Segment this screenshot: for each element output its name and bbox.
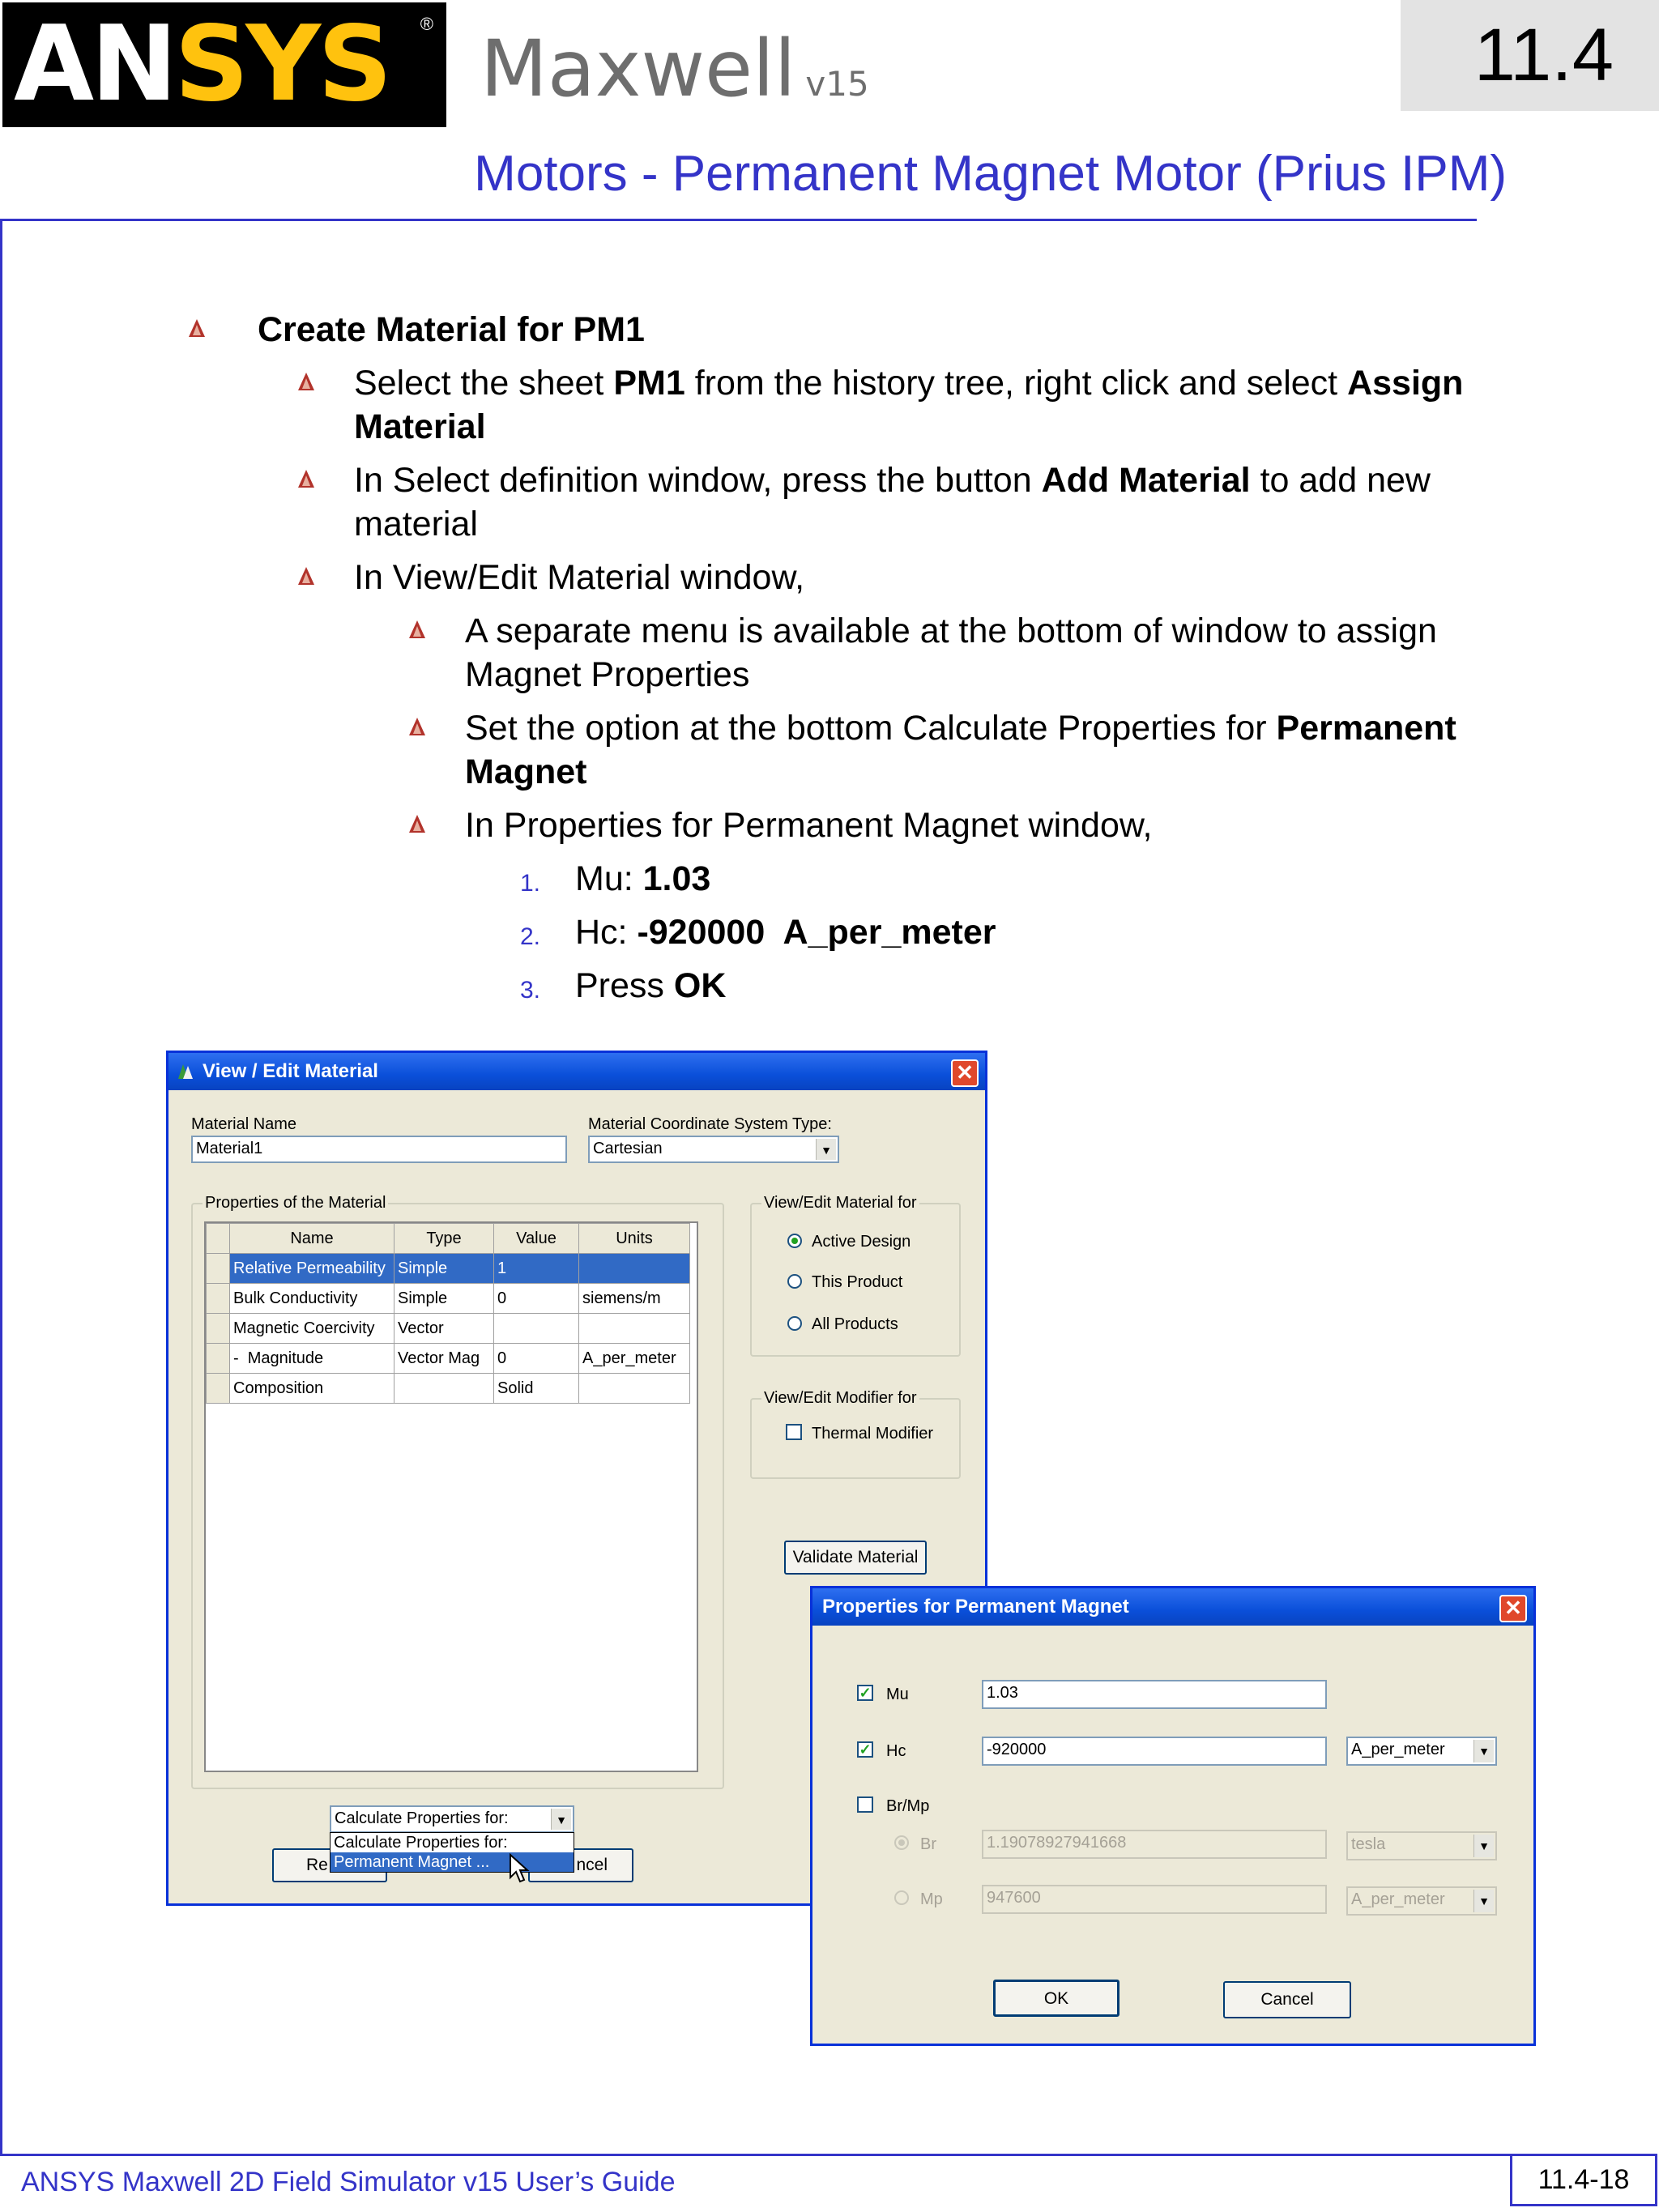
- page-number: 11.4-18: [1510, 2154, 1657, 2206]
- table-row[interactable]: [207, 1344, 690, 1374]
- cell-units[interactable]: [579, 1254, 690, 1284]
- ok-button[interactable]: OK: [993, 1980, 1120, 2017]
- header-rule: [0, 219, 1477, 221]
- cell-units[interactable]: [579, 1374, 690, 1404]
- bullet-select-sheet: Select the sheet PM1 from the history tree, right click and select Assign: [354, 361, 1463, 405]
- column-header-value[interactable]: Value: [494, 1224, 579, 1254]
- cell-value[interactable]: 0: [494, 1344, 579, 1374]
- row-header[interactable]: [207, 1314, 230, 1344]
- radio-this-product-label: This Product: [812, 1273, 903, 1291]
- radio-all-products[interactable]: [787, 1316, 802, 1331]
- mu-label: Mu: [886, 1686, 909, 1703]
- table-row[interactable]: [207, 1254, 690, 1284]
- properties-group-label: Properties of the Material: [203, 1193, 388, 1213]
- cell-value[interactable]: 1: [494, 1254, 579, 1284]
- coord-system-label: Material Coordinate System Type:: [588, 1115, 832, 1133]
- chevron-down-icon: ▼: [1473, 1835, 1494, 1857]
- column-header-type[interactable]: Type: [394, 1224, 494, 1254]
- logo-wordmark: ANSYS: [14, 4, 390, 125]
- mu-checkbox[interactable]: ✓: [857, 1685, 873, 1701]
- product-name: Maxwell v15: [480, 23, 869, 114]
- left-rule: [0, 219, 2, 2154]
- cell-type[interactable]: Vector: [394, 1314, 494, 1344]
- br-radio[interactable]: [894, 1835, 909, 1850]
- cell-name[interactable]: Magnetic Coercivity: [230, 1314, 394, 1344]
- footer-guide-title: ANSYS Maxwell 2D Field Simulator v15 User’s Guide: [21, 2167, 676, 2197]
- ansys-logo: [2, 2, 446, 127]
- hc-input[interactable]: -920000: [982, 1737, 1327, 1766]
- mp-label: Mp: [920, 1890, 943, 1908]
- numbered-item-hc: 2. Hc: -920000 A_per_meter: [520, 913, 996, 952]
- cell-type[interactable]: Vector Mag: [394, 1344, 494, 1374]
- numbered-item-ok: 3. Press OK: [520, 966, 727, 1005]
- coord-system-select[interactable]: Cartesian ▼: [588, 1136, 839, 1163]
- bullet-triangle-icon: [408, 813, 426, 834]
- registered-mark: ®: [420, 14, 433, 34]
- pm-properties-window: [810, 1586, 1536, 2046]
- cell-type[interactable]: Simple: [394, 1284, 494, 1314]
- radio-all-products-label: All Products: [812, 1315, 898, 1333]
- close-icon[interactable]: ✕: [951, 1059, 979, 1087]
- hc-label: Hc: [886, 1742, 906, 1760]
- bullet-set-option-cont: Magnet: [465, 752, 587, 791]
- cancel-button-partial[interactable]: ncel: [528, 1848, 633, 1882]
- bullet-set-option: Set the option at the bottom Calculate Properties for Permanent: [465, 706, 1456, 750]
- thermal-modifier-label: Thermal Modifier: [812, 1425, 934, 1443]
- cancel-button[interactable]: Cancel: [1223, 1981, 1351, 2018]
- hc-units-select[interactable]: A_per_meter ▼: [1346, 1737, 1497, 1766]
- material-name-input[interactable]: Material1: [191, 1136, 567, 1163]
- calculate-properties-dropdown: [330, 1832, 574, 1873]
- bullet-triangle-icon: [297, 565, 315, 586]
- bullet-pm-window: In Properties for Permanent Magnet window,: [465, 803, 1153, 847]
- dropdown-option-permanent-magnet[interactable]: Permanent Magnet ...: [331, 1852, 574, 1872]
- br-units-select[interactable]: tesla ▼: [1346, 1831, 1497, 1860]
- section-number: 11.4: [1473, 14, 1614, 96]
- table-row[interactable]: [207, 1314, 690, 1344]
- section-number-box: [1401, 0, 1659, 111]
- cell-name[interactable]: Composition: [230, 1374, 394, 1404]
- thermal-modifier-checkbox[interactable]: [786, 1424, 802, 1440]
- hc-checkbox[interactable]: ✓: [857, 1741, 873, 1758]
- reset-button[interactable]: Re: [272, 1848, 387, 1882]
- chevron-down-icon: ▼: [1473, 1890, 1494, 1912]
- chevron-down-icon: ▼: [816, 1139, 836, 1160]
- bullet-separate-menu: A separate menu is available at the bottom of window to assign: [465, 609, 1437, 653]
- calculate-properties-select[interactable]: Calculate Properties for: ▼: [330, 1805, 574, 1833]
- br-input[interactable]: 1.19078927941668: [982, 1830, 1327, 1859]
- properties-table: [204, 1221, 698, 1772]
- radio-active-design[interactable]: [787, 1234, 802, 1248]
- mp-input[interactable]: 947600: [982, 1885, 1327, 1914]
- bullet-add-material: In Select definition window, press the button Add Material to add new: [354, 458, 1431, 502]
- page-title: Motors - Permanent Magnet Motor (Prius IPM): [474, 146, 1507, 202]
- table-row[interactable]: [207, 1374, 690, 1404]
- bullet-triangle-icon: [297, 468, 315, 489]
- material-name-label: Material Name: [191, 1115, 297, 1133]
- row-header[interactable]: [207, 1344, 230, 1374]
- numbered-item-mu: 1. Mu: 1.03: [520, 859, 711, 898]
- close-icon[interactable]: ✕: [1499, 1595, 1527, 1622]
- title-bar[interactable]: [168, 1053, 985, 1090]
- bullet-select-sheet-cont: Material: [354, 407, 486, 446]
- column-header-name[interactable]: Name: [230, 1224, 394, 1254]
- cell-value[interactable]: Solid: [494, 1374, 579, 1404]
- cell-value[interactable]: [494, 1314, 579, 1344]
- row-header[interactable]: [207, 1254, 230, 1284]
- title-bar[interactable]: [812, 1588, 1533, 1626]
- bullet-view-edit: In View/Edit Material window,: [354, 556, 804, 599]
- maxwell-app-icon: [175, 1061, 196, 1082]
- footer-rule: [0, 2154, 1511, 2156]
- bullet-create-material: Create Material for PM1: [258, 308, 645, 352]
- cell-value[interactable]: 0: [494, 1284, 579, 1314]
- bullet-triangle-icon: [297, 371, 315, 392]
- view-edit-for-label: View/Edit Material for: [761, 1193, 919, 1213]
- cell-type[interactable]: [394, 1374, 494, 1404]
- mouse-cursor-icon: [509, 1853, 530, 1886]
- cell-units[interactable]: [579, 1314, 690, 1344]
- bullet-triangle-icon: [188, 318, 206, 339]
- bullet-separate-menu-cont: Magnet Properties: [465, 655, 750, 694]
- bullet-add-material-cont: material: [354, 505, 478, 543]
- chevron-down-icon: ▼: [551, 1809, 571, 1830]
- column-header-units[interactable]: Units: [579, 1224, 690, 1254]
- dropdown-option-calculate[interactable]: Calculate Properties for:: [334, 1834, 508, 1852]
- bullet-triangle-icon: [408, 619, 426, 640]
- validate-material-button[interactable]: Validate Material: [784, 1541, 927, 1575]
- chevron-down-icon: ▼: [1473, 1740, 1494, 1762]
- brmp-label: Br/Mp: [886, 1797, 930, 1815]
- window-title: Properties for Permanent Magnet: [822, 1596, 1129, 1617]
- row-header-corner: [207, 1224, 230, 1254]
- cell-name[interactable]: Bulk Conductivity: [230, 1284, 394, 1314]
- row-header[interactable]: [207, 1284, 230, 1314]
- bullet-triangle-icon: [408, 716, 426, 737]
- product-version: v15: [805, 64, 869, 104]
- radio-active-design-label: Active Design: [812, 1233, 911, 1251]
- cell-name[interactable]: - Magnitude: [230, 1344, 394, 1374]
- cell-units[interactable]: siemens/m: [579, 1284, 690, 1314]
- table-header: [207, 1224, 690, 1254]
- mp-radio[interactable]: [894, 1890, 909, 1905]
- row-header[interactable]: [207, 1374, 230, 1404]
- brmp-checkbox[interactable]: [857, 1796, 873, 1813]
- table-row[interactable]: [207, 1284, 690, 1314]
- radio-this-product[interactable]: [787, 1274, 802, 1289]
- mp-units-select[interactable]: A_per_meter ▼: [1346, 1886, 1497, 1916]
- br-label: Br: [920, 1835, 936, 1853]
- cell-name[interactable]: Relative Permeability: [230, 1254, 394, 1284]
- mu-input[interactable]: 1.03: [982, 1680, 1327, 1709]
- modifier-group-label: View/Edit Modifier for: [761, 1388, 919, 1408]
- cell-type[interactable]: Simple: [394, 1254, 494, 1284]
- cell-units[interactable]: A_per_meter: [579, 1344, 690, 1374]
- window-title: View / Edit Material: [203, 1060, 378, 1082]
